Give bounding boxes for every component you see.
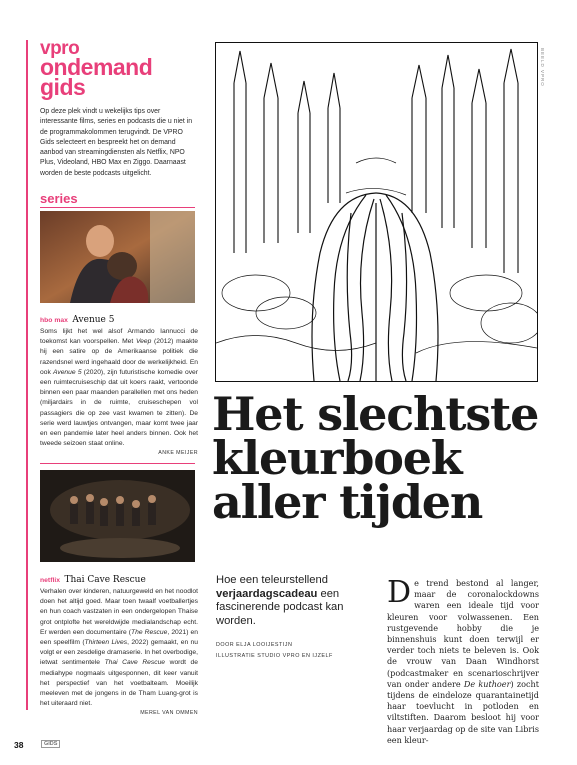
headline-line-3: aller tijden [212, 475, 483, 529]
logo-line-1: vpro [40, 38, 80, 59]
byline [216, 640, 386, 661]
review-body: Soms lijkt het wel alsof Armando Iannucci de toekomst kan voorspellen. Met Veep (2012) maakte hij een satire op de Amerikaanse politiek die razendsnel werd ingehaald door de werkelijkheid. En ook Avenue 5 (2020), zijn futuristische komedie over een ruimtecruiseschip dat uit koers raakt, vertoonde binnen een paar maanden parallellen met ons heden (miljardairs in de ruimte, cruiseschepen vol passagiers die op zee vast kwamen te zitten). De serie werd lauwtjes ontvangen, maar komt twee jaar en een pandemie later heel anders binnen. Ook het tweede seizoen staat online. [40, 328, 198, 448]
review-avenue5 [40, 309, 198, 457]
platform-label: hbo max [40, 317, 68, 324]
review-author: MEREL VAN OMMEN [140, 710, 198, 717]
section-rule [40, 207, 195, 208]
logo-line-3: gids [40, 74, 86, 100]
article-lead: Hoe een teleurstellend verjaardagscadeau een fascinerende podcast kan worden. [216, 574, 344, 627]
accent-rule [26, 40, 28, 710]
review-thai-cave [40, 569, 198, 717]
review-title: Avenue 5 [72, 315, 115, 325]
review-author: ANKE MEIJER [158, 450, 198, 457]
drop-cap: D [387, 575, 412, 610]
section-heading: series [40, 191, 78, 206]
coloring-illustration [215, 42, 538, 382]
avenue5-photo [40, 211, 195, 303]
review-title: Thai Cave Rescue [64, 575, 146, 585]
platform-label: netflix [40, 577, 61, 584]
article-body: De trend bestond al langer, maar de coronalockdowns waren een ideale tijd voor kleuren voor volwassenen. Een rustgevende hobby die je binnenshuis kunt doen terwijl er verder toch niets te beleven is. Ook de vrouw van Daan Windhorst (podcastmaker en scenarioschrijver van onder andere De kuthoer) zocht tijdens de eindeloze quarantainetijd haar toevlucht in potloden en viltstiften. Daarom besloot hij voor haar verjaardag op de site van Libris een kleur- [387, 575, 539, 745]
intro-text: Op deze plek vindt u wekelijks tips over interessante films, series en podcasts die u niet in de programmakolommen terugvindt. De VPRO Gids selecteert en bespreekt het on demand aanbod van streamingdiensten als Netflix, NPO Plus, Videoland, HBO Max en Ziggo. Daarnaast worden de beste podcasts uitgelicht. [40, 108, 193, 177]
logo-line-2: ondemand [40, 54, 153, 80]
magazine-logo: GIDS [41, 740, 60, 748]
vpro-ondemand-logo [40, 38, 200, 100]
thai-cave-photo [40, 470, 195, 562]
page-number: 38 [14, 740, 24, 750]
article-headline [212, 387, 542, 529]
headline-line-2: kleurboek [212, 431, 462, 485]
review-body: Verhalen over kinderen, natuurgeweld en het noodlot doen het altijd goed. Maar toen twaalf voetballertjes en hun coach vastzaten in een ondergelopen Thaise grot ontplofte het wereldwijde medialandschap echt. Er werden een documentaire (The Rescue, 2021) en een speelfilm (Thirteen Lives, 2022) gemaakt, en nu volgt er een zesdelige dramaserie. In het overbodige, ietwat sentimentele Thai Cave Rescue wordt de mediahype nogmaals uitgesponnen, dit keer vanuit het perspectief van het voetbalteam. Moeilijk meeleven met de jongens in de Tham Luang-grot is het uiteraard niet. [40, 588, 198, 708]
review-divider [40, 463, 195, 464]
headline-line-1: Het slechtste [212, 387, 539, 441]
byline-author: DOOR ELJA LOOIJESTIJN [216, 642, 293, 648]
image-credit: BEELD VPRO [540, 48, 545, 87]
byline-illustration: ILLUSTRATIE STUDIO VPRO EN IJZELF [216, 652, 333, 659]
